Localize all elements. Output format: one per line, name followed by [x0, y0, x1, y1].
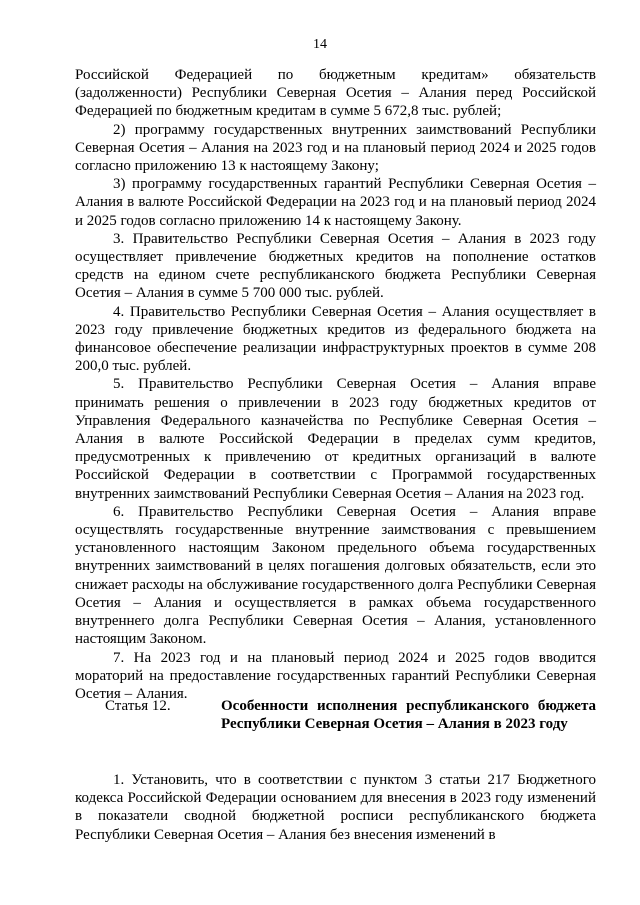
paragraph-clause-6: 6. Правительство Республики Северная Осетия – Алания вправе осуществлять государственные внутренние заимствования с превышением установленного настоящим Законом предельного объема государственных внутренних заимствований в целях погашения долговых обязательств, если это снижает расходы на обслуживание государственного долга Республики Северная Осетия – Алания и осуществляется в рамках объема государственного внутреннего долга Республики Северная Осетия – Алания, установленного настоящим Законом. — [75, 503, 596, 648]
paragraph-continuation: Российской Федерацией по бюджетным кредитам» обязательств (задолженности) Республики Северная Осетия – Алания перед Российской Федерацией по бюджетным кредитам в сумме 5 672,8 тыс. рублей; — [75, 67, 596, 120]
paragraph-clause-5: 5. Правительство Республики Северная Осетия – Алания вправе принимать решения о привлечении в 2023 году бюджетных кредитов от Управления Федерального казначейства по Республике Северная Осетия – Алания в валюте Российской Федерации в пределах сумм кредитов, предусмотренных к привлечению от кредитных организаций в валюте Российской Федерации в соответствии с Программой государственных внутренних заимствований Республики Северная Осетия – Алания на 2023 год. — [75, 376, 596, 502]
paragraph-clause-4: 4. Правительство Республики Северная Осетия – Алания осуществляет в 2023 году привлечение бюджетных кредитов из федерального бюджета на финансовое обеспечение реализации инфраструктурных проектов в сумме 208 200,0 тыс. рублей. — [75, 303, 596, 375]
article-title: Особенности исполнения республиканского бюджета Республики Северная Осетия – Алания в 2023 году — [221, 698, 596, 733]
article-body — [75, 771, 596, 844]
page-number: 14 — [313, 37, 327, 52]
article-heading — [75, 697, 596, 753]
article-paragraph-1: 1. Установить, что в соответствии с пунктом 3 статьи 217 Бюджетного кодекса Российской Федерации основанием для внесения в 2023 году изменений в показатели сводной бюджетной росписи республиканского бюджета Республики Северная Осетия – Алания без внесения изменений в — [75, 772, 596, 843]
paragraph-item-3: 3) программу государственных гарантий Республики Северная Осетия – Алания в валюте Российской Федерации на 2023 год и на плановый период 2024 и 2025 годов согласно приложению 14 к настоящему Закону. — [75, 176, 596, 229]
article-label: Статья 12. — [105, 698, 171, 714]
paragraph-clause-7: 7. На 2023 год и на плановый период 2024 и 2025 годов вводится мораторий на предоставление государственных гарантий Республики Северная Осетия – Алания. — [75, 649, 596, 702]
paragraph-item-2: 2) программу государственных внутренних заимствований Республики Северная Осетия – Алания на 2023 год и на плановый период 2024 и 2025 годов согласно приложению 13 к настоящему Закону; — [75, 121, 596, 175]
paragraph-clause-3: 3. Правительство Республики Северная Осетия – Алания в 2023 году осуществляет привлечение бюджетных кредитов на пополнение остатков средств на едином счете республиканского бюджета Республики Северная Осетия – Алания в сумме 5 700 000 тыс. рублей. — [75, 230, 596, 302]
body-text — [75, 66, 596, 703]
